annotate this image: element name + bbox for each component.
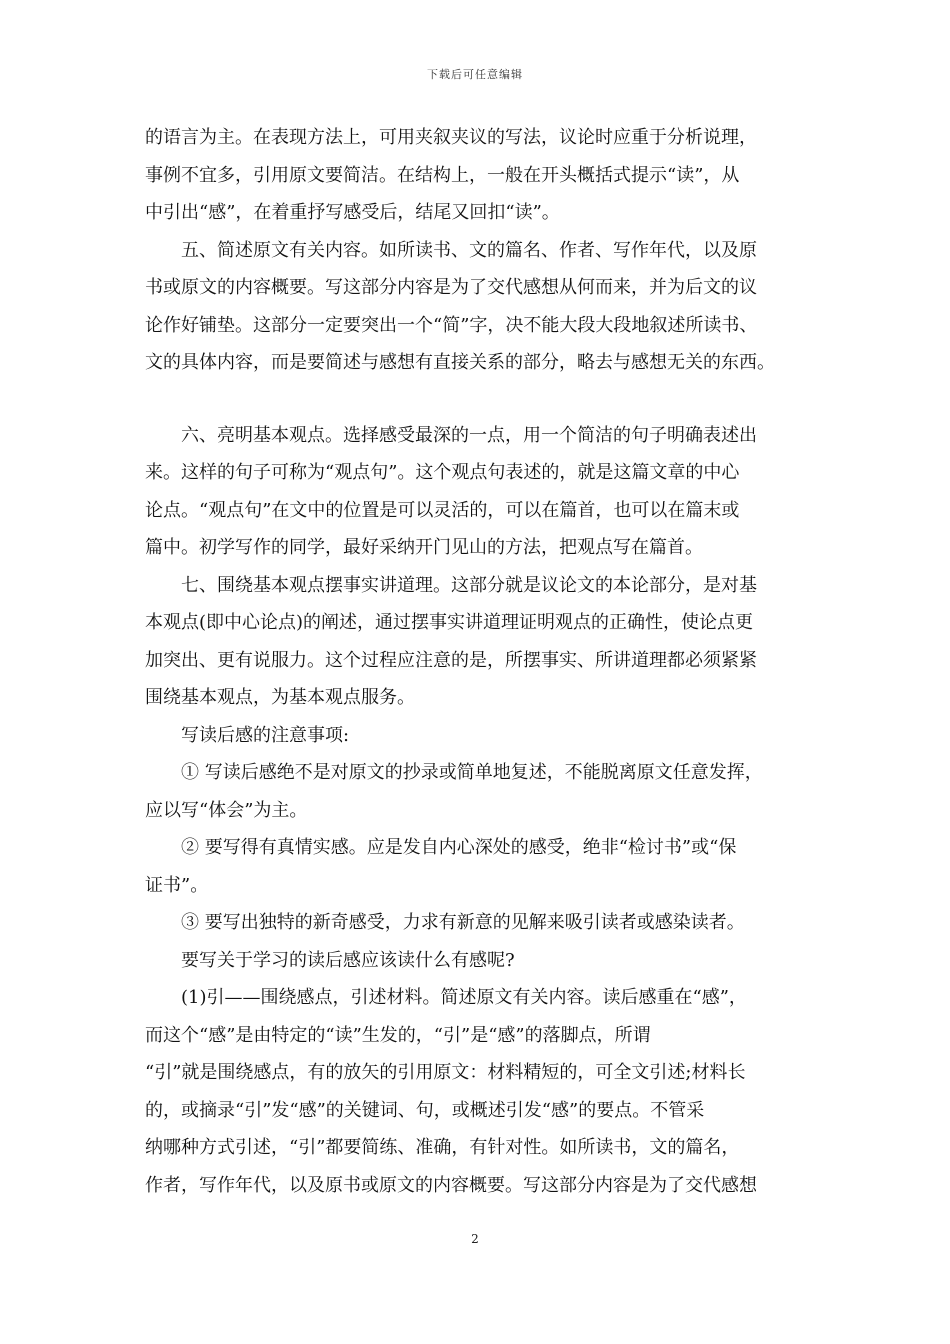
paragraph-citation-method: [145, 979, 813, 1204]
text-line: 围绕基本观点，为基本观点服务。: [145, 687, 415, 708]
text-line: 六、亮明基本观点。选择感受最深的一点，用一个简洁的句子明确表述出: [181, 424, 757, 446]
notes-heading: [145, 717, 813, 755]
text-line: 论作好铺垫。这部分一定要突出一个“简”字，决不能大段大段地叙述所读书、: [145, 314, 758, 336]
text-line: 论点。“观点句”在文中的位置是可以灵活的，可以在篇首，也可以在篇末或: [145, 499, 740, 521]
note-item-three: [145, 904, 813, 942]
text-line: 篇中。初学写作的同学，最好采纳开门见山的方法，把观点写在篇首。: [145, 537, 703, 558]
paragraph-section-six: [145, 417, 813, 567]
text-line: 加突出、更有说服力。这个过程应注意的是，所摆事实、所讲道理都必须紧紧: [145, 649, 757, 671]
document-body: [145, 119, 813, 1204]
text-line: 本观点(即中心论点)的阐述，通过摆事实讲道理证明观点的正确性，使论点更: [145, 612, 754, 633]
text-line: 文的具体内容，而是要简述与感想有直接关系的部分，略去与感想无关的东西。: [145, 352, 775, 373]
note-item-two: [145, 829, 813, 904]
text-line: 事例不宜多，引用原文要简洁。在结构上，一般在开头概括式提示“读”，从: [145, 164, 740, 186]
text-line: 七、围绕基本观点摆事实讲道理。这部分就是议论文的本论部分，是对基: [181, 574, 757, 596]
text-line: 五、简述原文有关内容。如所读书、文的篇名、作者、写作年代，以及原: [181, 239, 757, 261]
text-line: 来。这样的句子可称为“观点句”。这个观点句表述的，就是这篇文章的中心: [145, 462, 740, 483]
paragraph-conclusion-structure: [145, 119, 813, 232]
text-line: 而这个“感”是由特定的“读”生发的，“引”是“感”的落脚点，所谓: [145, 1024, 651, 1046]
text-line: 要写关于学习的读后感应该读什么有感呢?: [181, 949, 515, 971]
text-line: ② 要写得有真情实感。应是发自内心深处的感受，绝非“检讨书”或“保: [181, 837, 737, 858]
text-line: 的，或摘录“引”发“感”的关键词、句，或概述引发“感”的要点。不管采: [145, 1099, 705, 1121]
page-number: 2: [471, 1232, 479, 1246]
text-line: (1)引——围绕感点，引述材料。简述原文有关内容。读后感重在“感”，: [181, 987, 747, 1008]
text-line: 中引出“感”，在着重抒写感受后，结尾又回扣“读”。: [145, 202, 560, 223]
text-line: ③ 要写出独特的新奇感受，力求有新意的见解来吸引读者或感染读者。: [181, 912, 745, 933]
page-header: 下载后可任意编辑: [427, 68, 523, 81]
text-line: 写读后感的注意事项:: [181, 724, 350, 746]
paragraph-section-five: [145, 232, 813, 382]
paragraph-section-seven: [145, 567, 813, 717]
text-line: 书或原文的内容概要。写这部分内容是为了交代感想从何而来，并为后文的议: [145, 277, 757, 298]
text-line: 作者，写作年代，以及原书或原文的内容概要。写这部分内容是为了交代感想: [145, 1174, 757, 1196]
text-line: “引”就是围绕感点，有的放矢的引用原文：材料精短的，可全文引述;材料长: [145, 1062, 746, 1083]
text-line: 应以写“体会”为主。: [145, 799, 308, 821]
paragraph-spacer: [145, 382, 813, 417]
question-line: [145, 942, 813, 980]
text-line: 纳哪种方式引述，“引”都要简练、准确，有针对性。如所读书，文的篇名，: [145, 1137, 740, 1158]
note-item-one: [145, 754, 813, 829]
text-line: 的语言为主。在表现方法上，可用夹叙夹议的写法，议论时应重于分析说理，: [145, 127, 757, 148]
text-line: ① 写读后感绝不是对原文的抄录或简单地复述，不能脱离原文任意发挥，: [181, 762, 763, 783]
text-line: 证书”。: [145, 874, 209, 896]
